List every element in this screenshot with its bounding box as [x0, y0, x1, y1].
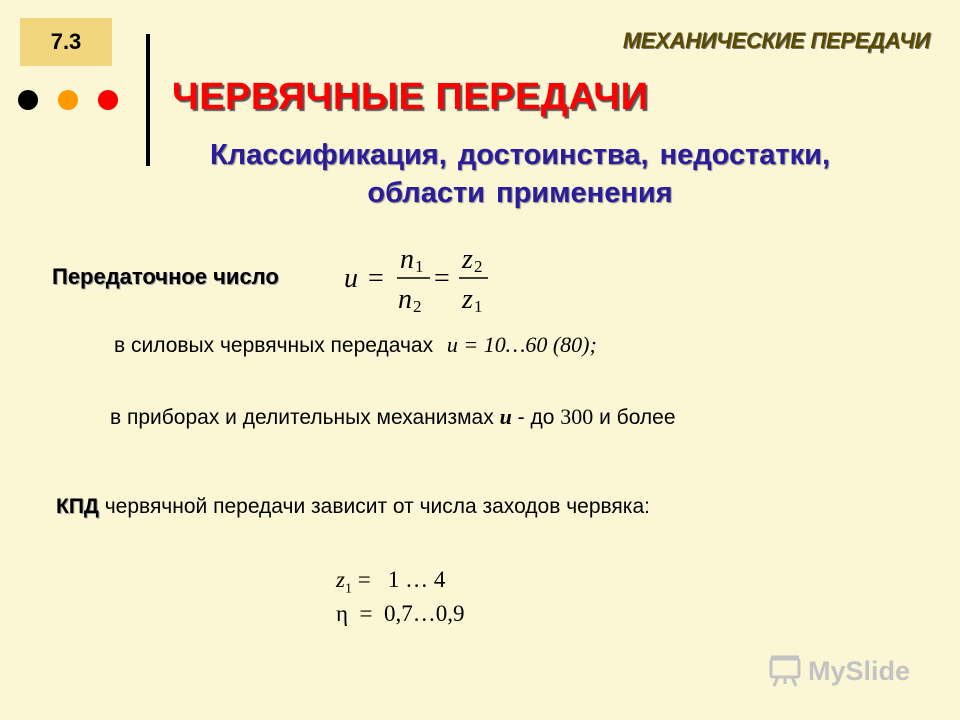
formula-eq-2: = [434, 263, 450, 294]
subtitle-line-1: Классификация, достоинства, недостатки, [209, 139, 831, 171]
eta-value: = 0,7…0,9 [359, 601, 465, 626]
watermark-text: MySlide [808, 655, 911, 686]
red-dot-icon [98, 90, 118, 110]
formula-n-bottom: n [398, 284, 412, 315]
gear-ratio-label: Передаточное число [52, 264, 279, 289]
instruments-mid: - до [517, 406, 555, 429]
formula-n-bottom-sub: 2 [413, 297, 422, 316]
eta-symbol: η [336, 601, 349, 626]
slide-number: 7.3 [50, 29, 82, 54]
orange-dot-icon [58, 90, 78, 110]
z-symbol: z [336, 567, 345, 592]
instruments-line [110, 404, 676, 430]
efficiency-text: червячной передачи зависит от числа заходов червяка: [104, 495, 650, 518]
z-value: = 1 … 4 [357, 567, 446, 592]
subtitle [150, 136, 890, 212]
power-value: u = 10…60 (80); [446, 332, 597, 357]
instruments-prefix: в приборах и делительных механизмах [110, 406, 494, 429]
formula-z-bottom: z [462, 284, 473, 315]
page-title: ЧЕРВЯЧНЫЕ ПЕРЕДАЧИ [172, 76, 649, 118]
presentation-board-icon [768, 654, 802, 688]
formula-n-top: n [400, 244, 414, 275]
instruments-number: 300 [560, 404, 594, 429]
gear-ratio-formula [340, 240, 500, 320]
efficiency-line [56, 495, 650, 519]
slide-number-badge [20, 18, 112, 66]
power-label: в силовых червячных передачах [114, 334, 434, 357]
formula-n-top-sub: 1 [415, 257, 424, 276]
instruments-u: u [499, 404, 512, 429]
formula-z-top: z [462, 244, 473, 275]
z-subscript: 1 [344, 581, 352, 597]
formula-eq-1: = [368, 263, 384, 294]
formula-z-top-sub: 2 [474, 257, 483, 276]
watermark [768, 654, 910, 688]
z1-range [336, 567, 445, 598]
formula-u: u [344, 263, 358, 294]
black-dot-icon [18, 90, 38, 110]
power-transmission-line [114, 332, 597, 358]
kpd-label: КПД [56, 495, 99, 518]
instruments-suffix: и более [599, 406, 676, 429]
eta-range [336, 601, 465, 627]
formula-z-bottom-sub: 1 [474, 297, 483, 316]
section-title: МЕХАНИЧЕСКИЕ ПЕРЕДАЧИ [622, 28, 930, 53]
subtitle-line-2: области применения [367, 177, 673, 209]
